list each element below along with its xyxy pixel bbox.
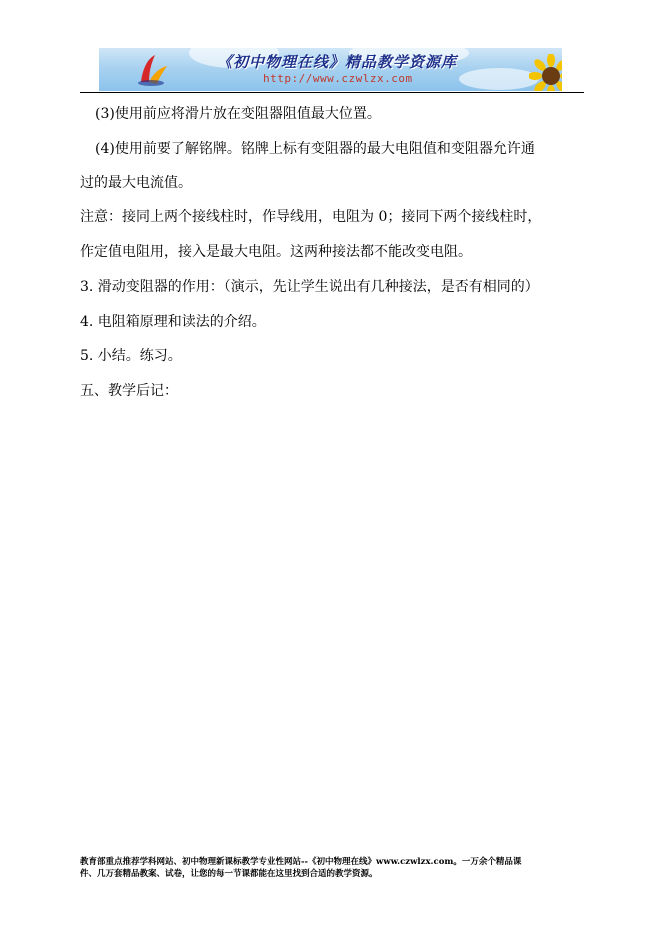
paragraph-3: (3)使用前应将滑片放在变阻器阻值最大位置。 [95, 106, 381, 122]
footer-line-1: 教育部重点推荐学科网站、初中物理新课标教学专业性网站--《初中物理在线》www.czwlzx.com。一万余个精品课 [80, 857, 522, 867]
header-banner [99, 48, 562, 91]
banner-url: http://www.czwlzx.com [263, 72, 413, 85]
note-line-1: 注意：接同上两个接线柱时，作导线用，电阻为 0；接同下两个接线柱时， [80, 209, 542, 225]
header-divider [80, 92, 584, 93]
cloud-decoration [459, 68, 539, 90]
note-line-2: 作定值电阻用，接入是最大电阻。这两种接法都不能改变电阻。 [80, 244, 472, 260]
item-3: 3. 滑动变阻器的作用：（演示，先让学生说出有几种接法，是否有相同的） [80, 279, 539, 295]
sunflower-icon [529, 54, 562, 91]
footer-line-2: 件、几万套精品教案、试卷，让您的每一节课都能在这里找到合适的教学资源。 [80, 869, 378, 879]
section-heading-afterword: 五、教学后记： [80, 383, 178, 399]
paragraph-4-line-1: (4)使用前要了解铭牌。铭牌上标有变阻器的最大电阻值和变阻器允许通 [95, 141, 535, 157]
paragraph-4-line-2: 过的最大电流值。 [80, 175, 192, 191]
banner-title: 《初中物理在线》精品教学资源库 [217, 53, 458, 71]
item-4: 4. 电阻箱原理和读法的介绍。 [80, 314, 266, 330]
item-5: 5. 小结。练习。 [80, 348, 182, 364]
site-logo-icon [135, 52, 171, 88]
